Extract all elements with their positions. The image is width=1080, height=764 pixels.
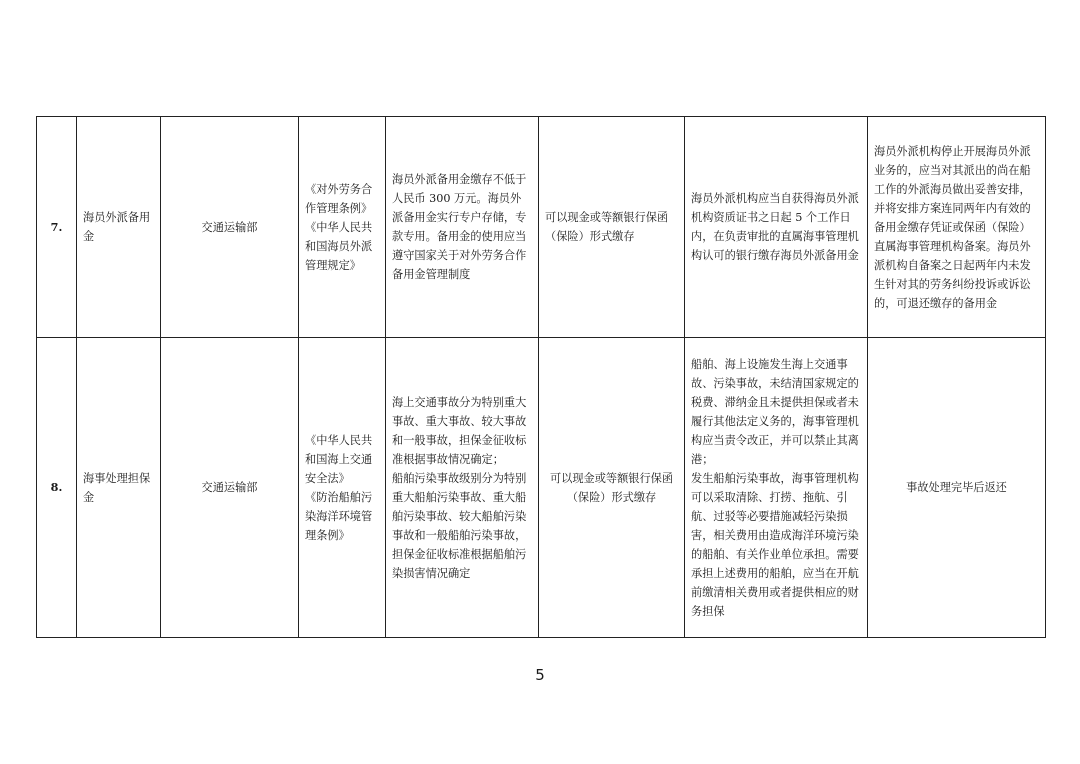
department: 交通运输部 [161, 117, 299, 338]
legal-basis: 《中华人民共和国海上交通安全法》 《防治船舶污染海洋环境管理条例》 [299, 338, 386, 638]
refund-condition: 海员外派机构停止开展海员外派业务的，应当对其派出的尚在船工作的外派海员做出妥善安排，并将安排方案连同两年内有效的备用金缴存凭证或保函（保险）直属海事管理机构备案。海员外派机构自备案之日起两年内未发生针对其的劳务纠纷投诉或诉讼的，可退还缴存的备用金 [868, 117, 1046, 338]
fee-table [36, 116, 1046, 638]
row-number: 8. [37, 338, 77, 638]
refund-condition: 事故处理完毕后返还 [868, 338, 1046, 638]
collection-standard: 海员外派备用金缴存不低于人民币 300 万元。海员外派备用金实行专户存储，专款专用。备用金的使用应当遵守国家关于对外劳务合作备用金管理制度 [386, 117, 539, 338]
legal-basis: 《对外劳务合作管理条例》 《中华人民共和国海员外派管理规定》 [299, 117, 386, 338]
department: 交通运输部 [161, 338, 299, 638]
collection-standard: 海上交通事故分为特别重大事故、重大事故、较大事故和一般事故，担保金征收标准根据事故情况确定； 船舶污染事故级别分为特别重大船舶污染事故、重大船舶污染事故、较大船舶污染事故和一般船舶污染事故，担保金征收标准根据船舶污染损害情况确定 [386, 338, 539, 638]
payment-method: 可以现金或等额银行保函（保险）形式缴存 [539, 338, 685, 638]
table-row [37, 117, 1046, 338]
payment-timing: 船舶、海上设施发生海上交通事故、污染事故，未结清国家规定的税费、滞纳金且未提供担保或者未履行其他法定义务的，海事管理机构应当责令改正，并可以禁止其离港； 发生船舶污染事故，海事管理机构可以采取清除、打捞、拖航、引航、过驳等必要措施减轻污染损害，相关费用由造成海洋环境污染的船舶、有关作业单位承担。需要承担上述费用的船舶，应当在开航前缴清相关费用或者提供相应的财务担保 [685, 338, 868, 638]
item-name: 海员外派备用金 [77, 117, 161, 338]
payment-method: 可以现金或等额银行保函（保险）形式缴存 [539, 117, 685, 338]
page-number: 5 [535, 666, 545, 684]
payment-timing: 海员外派机构应当自获得海员外派机构资质证书之日起 5 个工作日内，在负责审批的直属海事管理机构认可的银行缴存海员外派备用金 [685, 117, 868, 338]
item-name: 海事处理担保金 [77, 338, 161, 638]
table-row [37, 338, 1046, 638]
row-number: 7. [37, 117, 77, 338]
